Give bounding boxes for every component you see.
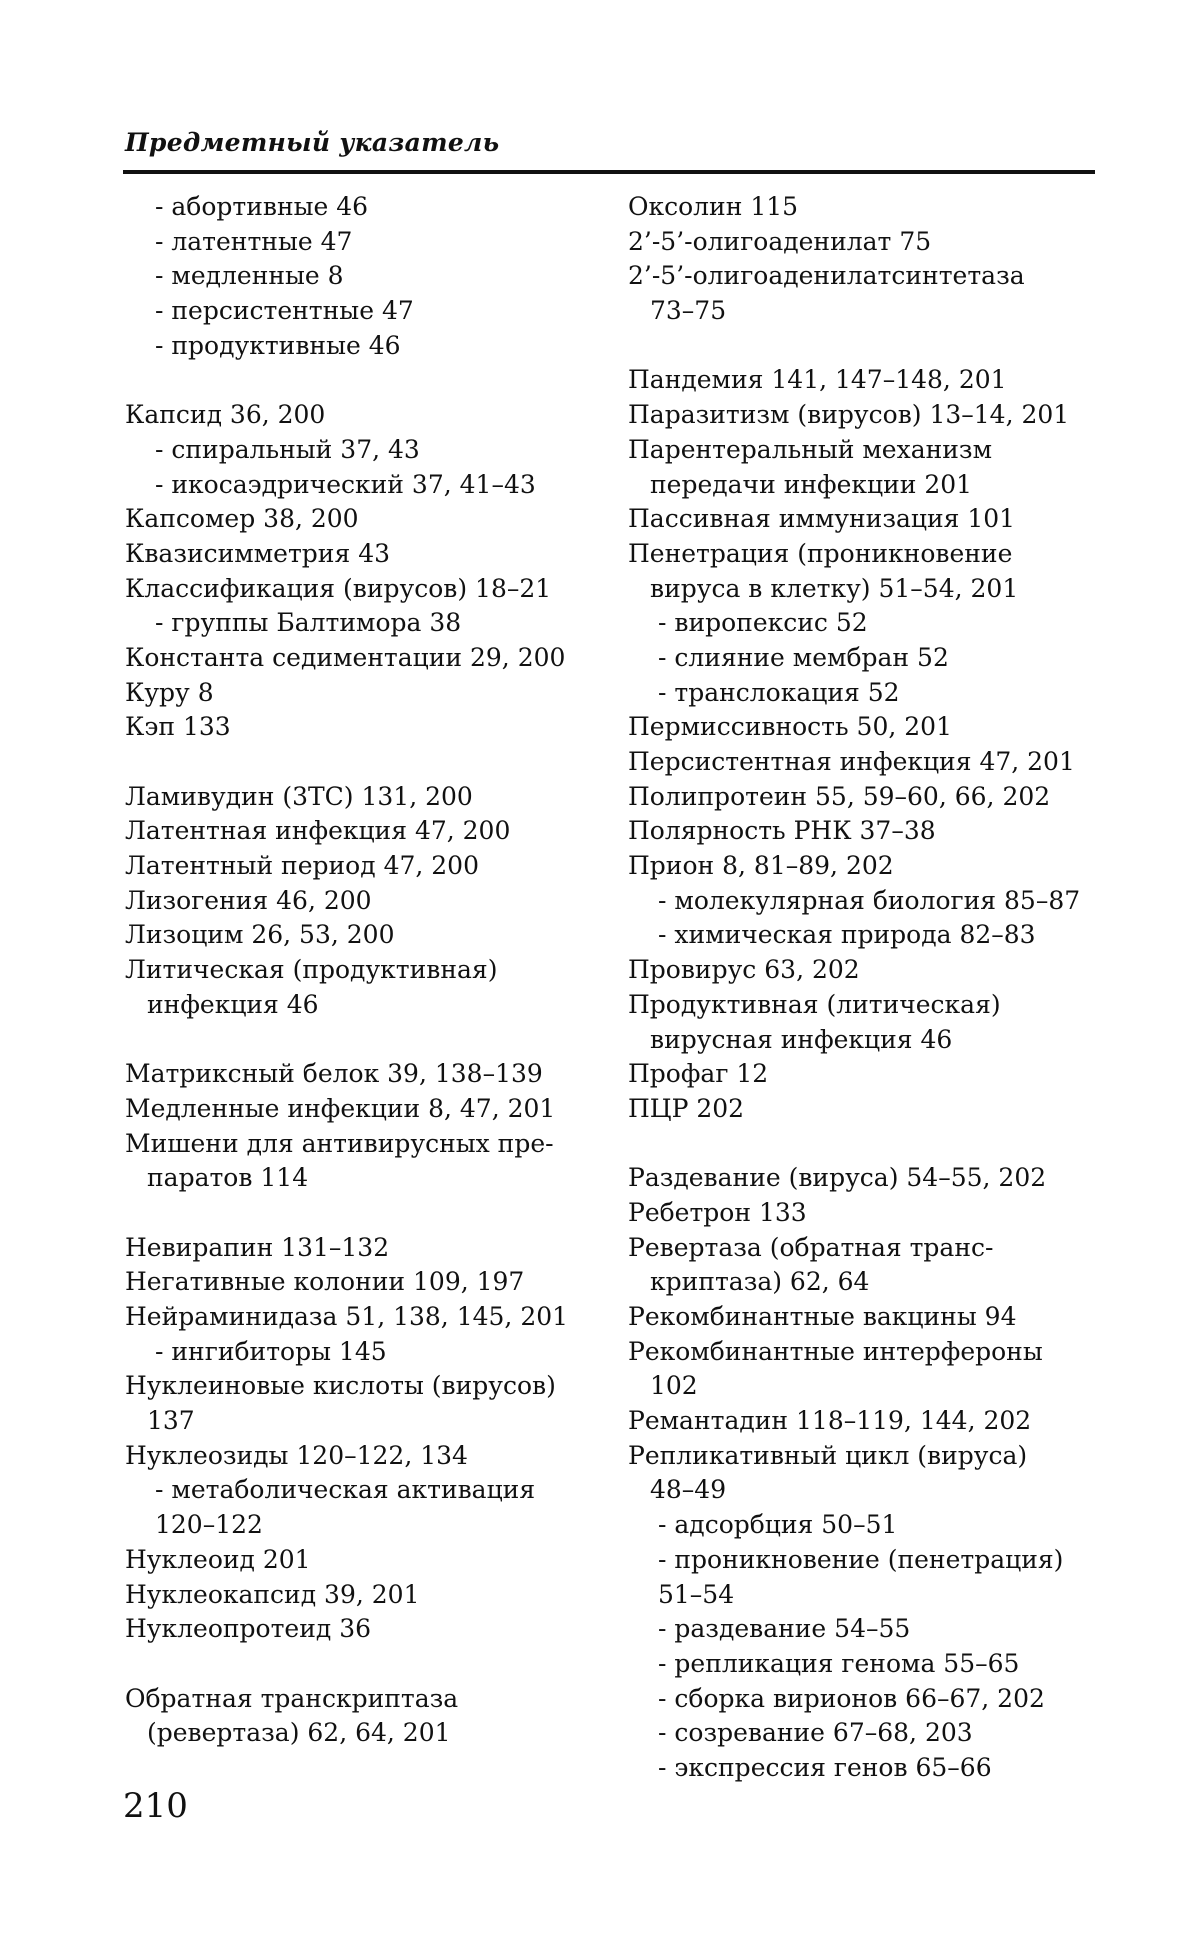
index-entry: Мишени для антивирусных пре-: [125, 1128, 554, 1158]
index-entry: Латентная инфекция 47, 200: [125, 816, 511, 846]
index-entry: Профаг 12: [628, 1059, 769, 1089]
index-entry-continuation: криптаза) 62, 64: [650, 1267, 870, 1297]
header-rule: [123, 170, 1095, 174]
entry-gap: [628, 1127, 1098, 1162]
index-entry: Оксолин 115: [628, 192, 799, 221]
index-entry-continuation: паратов 114: [147, 1163, 309, 1193]
index-subentry: - спиральный 37, 43: [155, 434, 420, 464]
index-entry: Невирапин 131–132: [125, 1232, 390, 1262]
index-entry: Классификация (вирусов) 18–21: [125, 573, 552, 603]
entry-gap: [125, 363, 625, 398]
index-subentry: - латентные 47: [155, 226, 353, 256]
index-subentry: - медленные 8: [155, 261, 344, 291]
index-entry-continuation: 137: [147, 1406, 195, 1436]
index-subentry: - транслокация 52: [658, 677, 900, 707]
index-subentry: - созревание 67–68, 203: [658, 1718, 973, 1748]
index-entry: Пенетрация (проникновение: [628, 538, 1013, 568]
index-entry: Капсомер 38, 200: [125, 504, 359, 534]
page-number: 210: [123, 1786, 188, 1826]
index-entry-continuation: передачи инфекции 201: [650, 469, 973, 499]
index-entry: Полипротеин 55, 59–60, 66, 202: [628, 781, 1051, 811]
index-subentry: - продуктивные 46: [155, 330, 401, 360]
index-subentry: - адсорбция 50–51: [658, 1510, 898, 1540]
index-entry: Рекомбинантные вакцины 94: [628, 1302, 1017, 1331]
index-entry: Литическая (продуктивная): [125, 955, 498, 985]
index-entry: Нуклеопротеид 36: [125, 1614, 372, 1644]
index-subentry: - метаболическая активация: [155, 1475, 536, 1505]
index-entry: Ревертаза (обратная транс-: [628, 1232, 994, 1262]
index-entry: Константа седиментации 29, 200: [125, 642, 566, 672]
index-entry: Куру 8: [125, 677, 214, 707]
index-entry-continuation: 102: [650, 1371, 698, 1401]
index-subentry: - экспрессия генов 65–66: [658, 1752, 992, 1782]
index-subentry: - абортивные 46: [155, 192, 369, 221]
index-entry: Лизогения 46, 200: [125, 885, 372, 915]
entry-gap: [125, 1196, 625, 1231]
index-entry: Лизоцим 26, 53, 200: [125, 920, 395, 950]
entry-gap: [125, 1647, 625, 1682]
index-entry: Кэп 133: [125, 712, 231, 742]
index-entry: Обратная транскриптаза: [125, 1683, 459, 1713]
index-entry-continuation: (ревертаза) 62, 64, 201: [147, 1718, 451, 1748]
index-entry: Нуклеоид 201: [125, 1544, 311, 1574]
index-entry: Латентный период 47, 200: [125, 851, 479, 881]
index-entry: Репликативный цикл (вируса): [628, 1440, 1028, 1470]
index-subentry: - репликация генома 55–65: [658, 1648, 1020, 1678]
index-entry-continuation: вируса в клетку) 51–54, 201: [650, 573, 1019, 603]
index-entry: Пермиссивность 50, 201: [628, 712, 952, 742]
index-subentry: - слияние мембран 52: [658, 642, 949, 672]
index-entry: Пандемия 141, 147–148, 201: [628, 365, 1007, 395]
index-subentry: - персистентные 47: [155, 296, 414, 326]
index-entry: Рекомбинантные интерфероны: [628, 1336, 1043, 1366]
index-entry: Провирус 63, 202: [628, 955, 860, 985]
index-entry-continuation: инфекция 46: [147, 989, 319, 1019]
index-entry: ПЦР 202: [628, 1093, 745, 1123]
index-subentry: - раздевание 54–55: [658, 1614, 911, 1644]
index-entry: Квазисимметрия 43: [125, 538, 391, 568]
index-entry: Негативные колонии 109, 197: [125, 1267, 525, 1297]
index-entry: Капсид 36, 200: [125, 400, 326, 430]
entry-gap: [628, 329, 1098, 364]
index-entry-continuation: 73–75: [650, 296, 727, 326]
index-entry-continuation: вирусная инфекция 46: [650, 1024, 953, 1054]
index-entry: Матриксный белок 39, 138–139: [125, 1059, 543, 1089]
index-entry: Нуклеокапсид 39, 201: [125, 1579, 420, 1609]
index-entry: Ремантадин 118–119, 144, 202: [628, 1406, 1032, 1436]
running-head: Предметный указатель: [125, 128, 500, 157]
index-entry: Нуклеозиды 120–122, 134: [125, 1440, 468, 1470]
index-subentry: - проникновение (пенетрация): [658, 1544, 1064, 1574]
entry-gap: [125, 745, 625, 780]
index-entry-continuation: 120–122: [155, 1510, 263, 1540]
index-subentry: - сборка вирионов 66–67, 202: [658, 1683, 1045, 1713]
index-subentry: - ингибиторы 145: [155, 1336, 387, 1366]
index-subentry: - молекулярная биология 85–87: [658, 885, 1081, 915]
index-entry: Продуктивная (литическая): [628, 989, 1001, 1019]
index-entry-continuation: 48–49: [650, 1475, 727, 1505]
index-subentry: - группы Балтимора 38: [155, 608, 462, 638]
index-entry: Полярность РНК 37–38: [628, 816, 936, 846]
index-entry: 2’-5’-олигоаденилатсинтетаза: [628, 261, 1025, 291]
index-entry: Пассивная иммунизация 101: [628, 504, 1016, 534]
index-entry: Парентеральный механизм: [628, 434, 993, 464]
index-column-left: [125, 190, 625, 1751]
index-entry: Нейраминидаза 51, 138, 145, 201: [125, 1302, 569, 1331]
index-entry: Паразитизм (вирусов) 13–14, 201: [628, 400, 1070, 430]
index-subentry: - химическая природа 82–83: [658, 920, 1036, 950]
index-subentry: - икосаэдрический 37, 41–43: [155, 469, 536, 499]
index-entry: Ребетрон 133: [628, 1197, 807, 1227]
index-entry: Персистентная инфекция 47, 201: [628, 747, 1075, 776]
index-entry: Нуклеиновые кислоты (вирусов): [125, 1371, 556, 1401]
index-entry: Прион 8, 81–89, 202: [628, 851, 894, 881]
index-column-right: [628, 190, 1098, 1786]
index-entry: Медленные инфекции 8, 47, 201: [125, 1093, 556, 1123]
entry-gap: [125, 1023, 625, 1058]
index-entry: Ламивудин (3ТС) 131, 200: [125, 781, 473, 811]
index-entry: 2’-5’-олигоаденилат 75: [628, 226, 932, 256]
index-subentry: - виропексис 52: [658, 608, 868, 638]
index-entry: Раздевание (вируса) 54–55, 202: [628, 1163, 1047, 1193]
index-entry-continuation: 51–54: [658, 1579, 735, 1609]
